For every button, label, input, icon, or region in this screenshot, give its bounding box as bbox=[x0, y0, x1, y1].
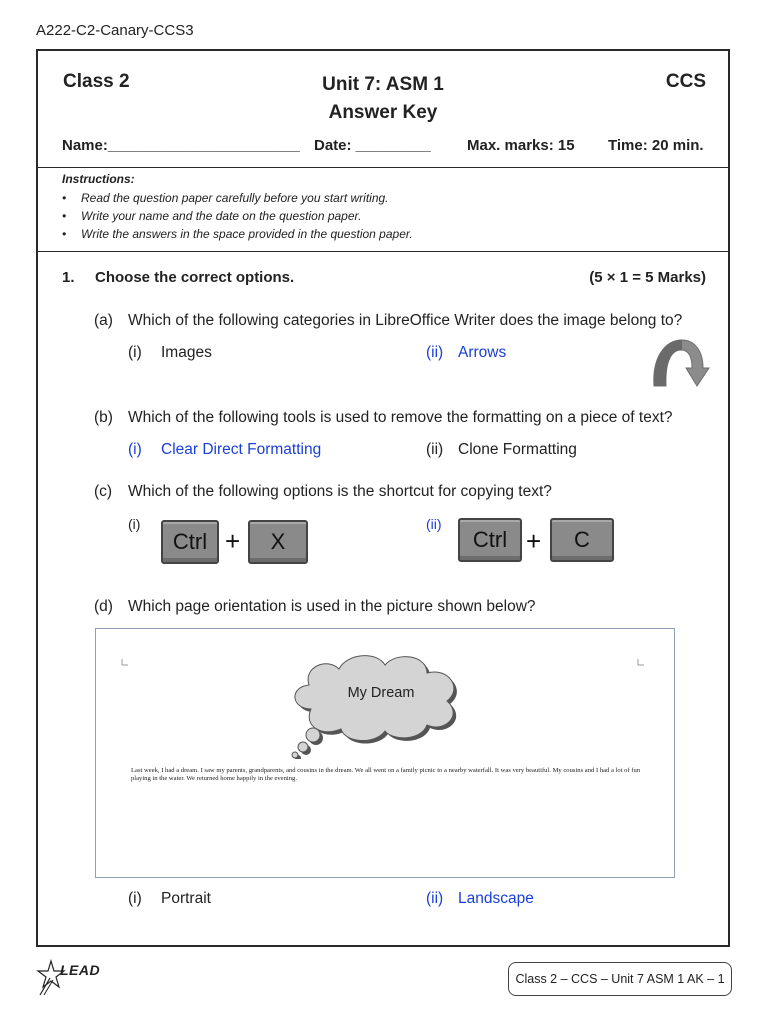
option-a-ii-number: (ii) bbox=[426, 344, 444, 361]
subquestion-d-letter: (d) bbox=[94, 598, 113, 615]
option-b-ii-number: (ii) bbox=[426, 441, 444, 458]
option-d-i-number: (i) bbox=[128, 890, 142, 907]
option-a-i-text: Images bbox=[161, 344, 212, 361]
subquestion-a-text: Which of the following categories in LibreOffice Writer does the image belong to? bbox=[128, 312, 683, 329]
corner-mark-icon bbox=[637, 659, 645, 667]
plus-sign: + bbox=[225, 526, 241, 556]
subquestion-c-text: Which of the following options is the shortcut for copying text? bbox=[128, 483, 552, 500]
option-c-ii-number: (ii) bbox=[426, 516, 442, 532]
x-key: X bbox=[248, 520, 308, 564]
subquestion-b-letter: (b) bbox=[94, 409, 113, 426]
ctrl-key: Ctrl bbox=[161, 520, 219, 564]
unit-title-line2: Answer Key bbox=[328, 102, 438, 123]
landscape-page-preview bbox=[95, 628, 675, 878]
subquestion-b-text: Which of the following tools is used to remove the formatting on a piece of text? bbox=[128, 409, 673, 426]
page-footer-label: Class 2 – CCS – Unit 7 ASM 1 AK – 1 bbox=[508, 962, 732, 996]
unit-title bbox=[298, 71, 468, 127]
answer-key-frame bbox=[36, 49, 730, 947]
option-b-i-number: (i) bbox=[128, 441, 142, 458]
time-limit: Time: 20 min. bbox=[608, 137, 704, 154]
plus-sign: + bbox=[526, 526, 542, 556]
class-label: Class 2 bbox=[63, 71, 130, 92]
question-title: Choose the correct options. bbox=[95, 269, 295, 286]
option-d-i-text: Portrait bbox=[161, 890, 211, 907]
corner-mark-icon bbox=[121, 659, 129, 667]
question-number: 1. bbox=[62, 269, 75, 286]
option-b-i-text: Clear Direct Formatting bbox=[161, 441, 322, 458]
instruction-item: • Write your name and the date on the question paper. bbox=[62, 209, 362, 223]
option-b-ii-text: Clone Formatting bbox=[458, 441, 577, 458]
unit-title-line1: Unit 7: ASM 1 bbox=[322, 74, 444, 95]
lead-logo-text: LEAD bbox=[60, 962, 101, 978]
preview-body-text: Last week, I had a dream. I saw my parents, grandparents, and cousins in the dream. We all went on a family picnic to a nearby waterfall. It was very beautiful. My cousins and I had a lot of fun playing in the water. We returned home happily in the evening. bbox=[131, 767, 641, 782]
max-marks: Max. marks: 15 bbox=[467, 137, 575, 154]
question-marks: (5 × 1 = 5 Marks) bbox=[589, 269, 706, 286]
instruction-item: • Write the answers in the space provided in the question paper. bbox=[62, 227, 413, 241]
c-key: C bbox=[550, 518, 614, 562]
document-code: A222-C2-Canary-CCS3 bbox=[36, 22, 194, 39]
cloud-title: My Dream bbox=[347, 685, 415, 701]
option-d-ii-text: Landscape bbox=[458, 890, 534, 907]
subject-label: CCS bbox=[665, 71, 706, 92]
subquestion-a-letter: (a) bbox=[94, 312, 113, 329]
option-d-ii-number: (ii) bbox=[426, 890, 444, 907]
ctrl-key: Ctrl bbox=[458, 518, 522, 562]
option-a-ii-text: Arrows bbox=[458, 344, 507, 361]
divider bbox=[38, 251, 728, 252]
date-field: Date: _________ bbox=[314, 137, 431, 154]
subquestion-d-text: Which page orientation is used in the picture shown below? bbox=[128, 598, 536, 615]
curved-arrow-icon bbox=[648, 334, 710, 390]
option-a-i-number: (i) bbox=[128, 344, 142, 361]
subquestion-c-letter: (c) bbox=[94, 483, 113, 500]
instruction-item: • Read the question paper carefully before you start writing. bbox=[62, 191, 389, 205]
instructions-title: Instructions: bbox=[62, 172, 135, 186]
thought-cloud-icon bbox=[281, 649, 481, 759]
divider bbox=[38, 167, 728, 168]
option-c-i-number: (i) bbox=[128, 516, 141, 532]
name-field: Name:_______________________ bbox=[62, 137, 300, 154]
